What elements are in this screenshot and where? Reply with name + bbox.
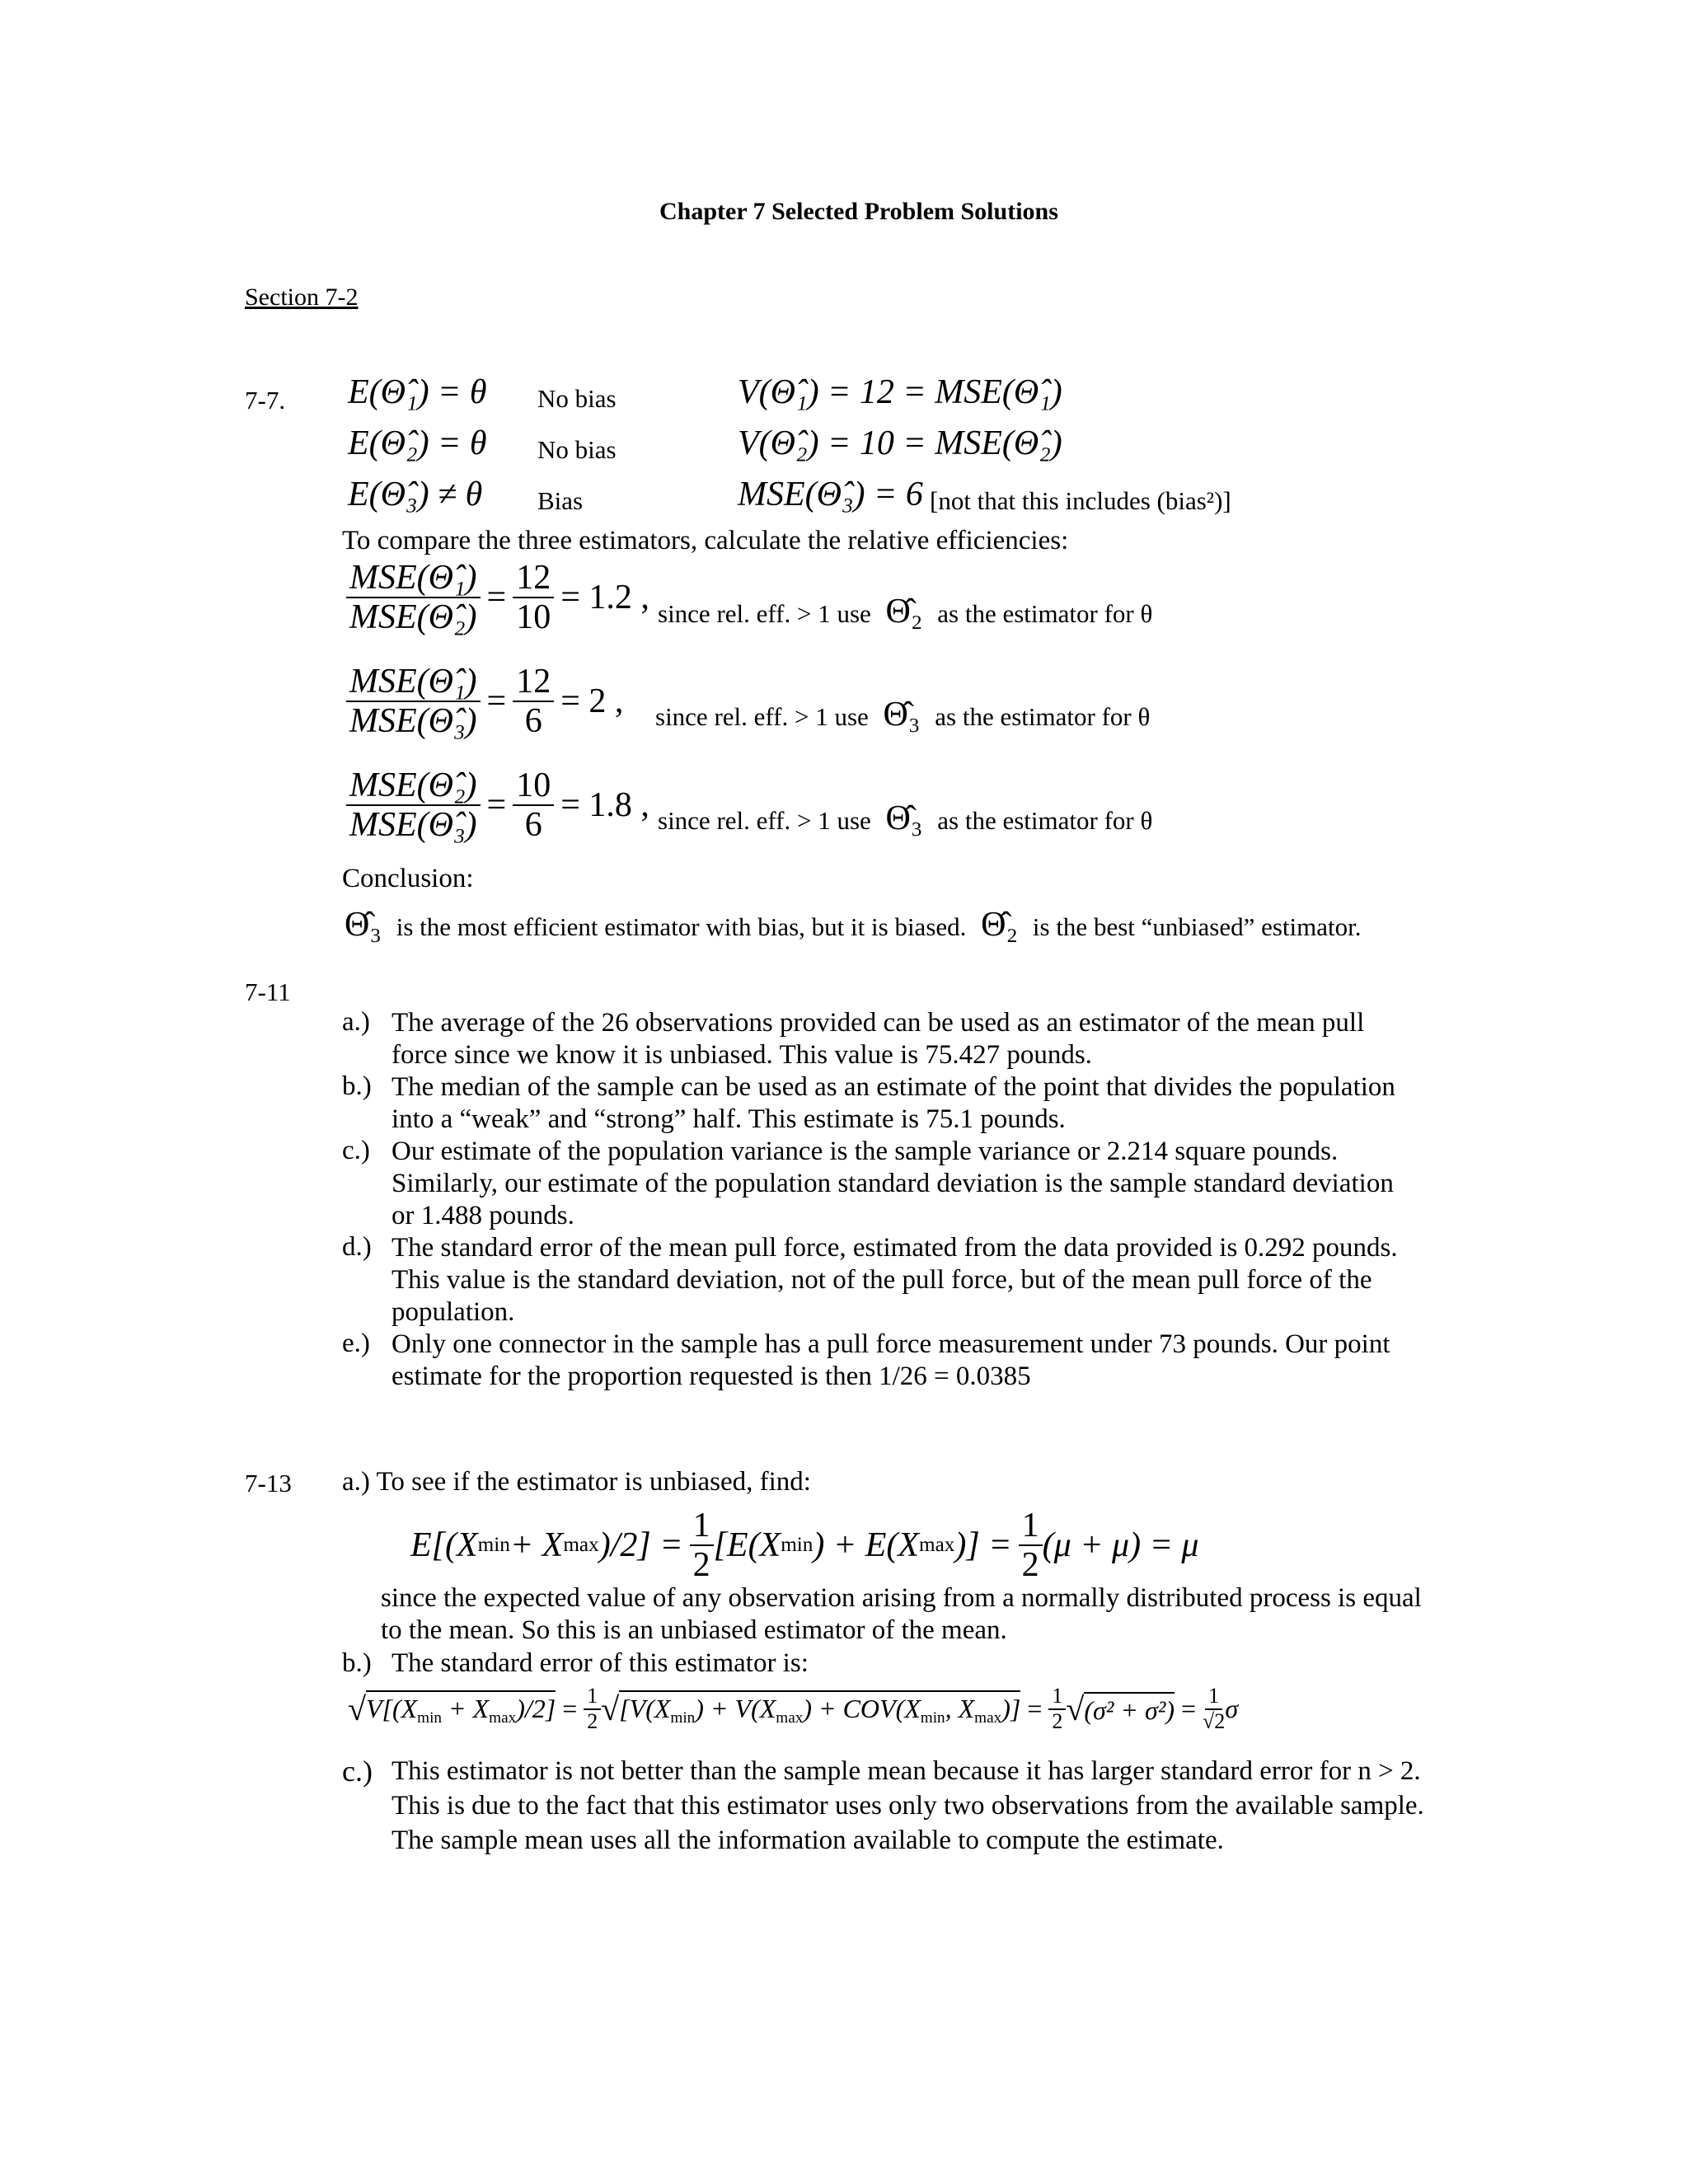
list-item-c [342, 1136, 1414, 1232]
eq1-half-den: 2 [692, 1546, 710, 1585]
standard-error-equation [348, 1685, 1238, 1733]
list-item-b [342, 1071, 1414, 1136]
eq2-root-num: 1 [1205, 1685, 1222, 1710]
eq2-min: min [417, 1709, 443, 1727]
conclusion-line [345, 905, 1362, 944]
eq1-min-sub: min [477, 1534, 510, 1557]
eq2-half-1 [584, 1685, 601, 1733]
radicand-1 [366, 1690, 556, 1727]
list-item-label: e.) [342, 1329, 370, 1358]
eq1-mid2: ) + E(X [813, 1526, 920, 1565]
conclusion-estimator-2: Θ̂₂ [981, 906, 1019, 944]
eq2-half2-den: 2 [1052, 1708, 1063, 1733]
ratio-3-values [513, 766, 554, 844]
eq1-mid: [E(X [713, 1526, 781, 1565]
eq1-end: )/2] = [598, 1526, 683, 1565]
ratio-1-result: = 1.2 , [560, 579, 649, 617]
ratio-2-text [655, 695, 1150, 734]
eq1-max-sub: max [563, 1534, 599, 1557]
eq2-e-max: max [776, 1709, 804, 1727]
eq1-half [690, 1507, 714, 1584]
eq1-lhs: E[(X [410, 1526, 478, 1565]
ratio-2-result: = 2 , [560, 682, 624, 721]
unbiased-equation [410, 1507, 1199, 1584]
ratio-3-estimator: Θ̂₃ [885, 799, 923, 837]
part-b-text: The standard error of this estimator is: [392, 1648, 809, 1678]
eq2-half-2 [1048, 1685, 1066, 1733]
answer-list-7-11 [342, 1007, 1414, 1393]
eq2-b: + X [442, 1694, 490, 1724]
ratio-1-denominator: MSE(Θ̂₂) [349, 598, 477, 637]
part-c-text: This estimator is not better than the sample mean because it has larger standard error for n > 2. This is due to the fact that this estimator uses only two observations from the available sample. The sample mean uses all the information available to compute the estimate. [392, 1756, 1424, 1855]
list-item-text: The median of the sample can be used as an estimate of the point that divides the population into a “weak” and “strong” half. This estimate is 75.1 pounds. [392, 1072, 1395, 1134]
problem-number-7-7: 7-7. [245, 386, 286, 415]
eq1-mid-max: max [919, 1534, 955, 1557]
ratio-2-denominator: MSE(Θ̂₃) [349, 702, 477, 741]
ratio-1-text [658, 592, 1152, 631]
ratio-1-equals: = [486, 579, 507, 617]
ratio-1-values [513, 559, 554, 636]
eq2-d: [V(X [619, 1694, 671, 1724]
eq2-sigma: σ [1225, 1694, 1239, 1724]
radical-sign-3: √ [1066, 1690, 1085, 1728]
ratio-3-numerator: MSE(Θ̂₂) [346, 766, 481, 806]
eq2-half1-den: 2 [587, 1708, 598, 1733]
ratio-3-text [658, 799, 1152, 838]
problem-number-7-11: 7-11 [245, 977, 291, 1006]
list-item-label: c.) [342, 1136, 370, 1165]
ratio-1-numerator: MSE(Θ̂₁) [346, 559, 481, 598]
ratio-1-since: since rel. eff. > 1 use [658, 599, 871, 628]
expectation-eq-3: E(Θ̂₃) ≠ θ [348, 476, 483, 513]
ratio-3-after: as the estimator for θ [937, 806, 1153, 835]
bias-tag-1: No bias [537, 384, 617, 413]
eq2-equals-1: = [562, 1694, 578, 1724]
ratio-1-value-den: 10 [516, 598, 551, 637]
list-item-label: b.) [342, 1071, 372, 1101]
ratio-1-value-num: 12 [513, 559, 554, 598]
ratio-3-fraction [346, 766, 481, 844]
eq2-g: , X [945, 1694, 975, 1724]
problem-number-7-13: 7-13 [245, 1469, 292, 1497]
ratio-3-since: since rel. eff. > 1 use [658, 806, 871, 835]
part-c-label: c.) [342, 1755, 373, 1788]
eq1-half2-num: 1 [1019, 1507, 1043, 1546]
radicand-3: (σ² + σ²) [1084, 1692, 1175, 1726]
ratio-3 [346, 766, 649, 844]
bias-note: [not that this includes (bias²)] [930, 486, 1231, 515]
mse-eq-3: MSE(Θ̂₃) = 6 [738, 476, 923, 513]
list-item-d [342, 1232, 1414, 1329]
eq2-equals-2: = [1027, 1694, 1043, 1724]
ratio-1-fraction [346, 559, 481, 636]
ratio-3-value-num: 10 [513, 766, 554, 806]
eq2-root-two-fraction [1203, 1685, 1225, 1733]
ratio-1-estimator: Θ̂₂ [885, 593, 923, 630]
eq2-root-den: √2 [1203, 1708, 1226, 1733]
ratio-3-value-den: 6 [524, 806, 542, 845]
list-item-e [342, 1329, 1414, 1393]
bias-tag-3: Bias [537, 486, 584, 515]
eq1-mid-min: min [781, 1534, 814, 1557]
section-heading: Section 7-2 [245, 284, 359, 311]
ratio-2-since: since rel. eff. > 1 use [655, 702, 869, 731]
ratio-3-equals: = [486, 786, 507, 825]
eq1-half-2 [1019, 1507, 1043, 1584]
list-item-text: The average of the 26 observations provided can be used as an estimator of the mean pull force since we know it is unbiased. This value is 75.427 pounds. [392, 1008, 1365, 1070]
eq2-half1-num: 1 [584, 1685, 601, 1710]
eq1-mid3: )] = [954, 1526, 1012, 1565]
eq2-c: )/2] [516, 1694, 556, 1724]
variance-eq-1: V(Θ̂₁) = 12 = MSE(Θ̂₁) [738, 373, 1062, 411]
ratio-2-value-num: 12 [513, 663, 554, 702]
list-item-label: a.) [342, 1007, 370, 1037]
ratio-1-after: as the estimator for θ [937, 599, 1153, 628]
expectation-eq-2: E(Θ̂₂) = θ [348, 424, 487, 462]
page-title: Chapter 7 Selected Problem Solutions [659, 198, 1058, 225]
part-a-label: a.) To see if the estimator is unbiased, find: [342, 1467, 811, 1497]
eq2-max: max [489, 1709, 517, 1727]
conclusion-text-2: is the best “unbiased” estimator. [1032, 912, 1362, 941]
eq2-half2-num: 1 [1048, 1685, 1066, 1710]
eq1-half2-den: 2 [1021, 1546, 1039, 1585]
ratio-2-fraction [346, 663, 481, 740]
ratio-2-estimator: Θ̂₃ [883, 696, 921, 733]
ratio-2-values [513, 663, 554, 740]
eq2-e: ) + V(X [695, 1694, 776, 1724]
ratio-2-numerator: MSE(Θ̂₁) [346, 663, 481, 702]
eq2-f: ) + COV(X [803, 1694, 921, 1724]
ratio-3-result: = 1.8 , [560, 786, 649, 825]
part-c-row [342, 1754, 1430, 1858]
radical-sign-2: √ [601, 1690, 620, 1728]
eq2-g-max: max [974, 1709, 1002, 1727]
ratio-3-denominator: MSE(Θ̂₃) [349, 806, 477, 845]
eq2-f-min: min [920, 1709, 945, 1727]
conclusion-label: Conclusion: [342, 864, 474, 893]
variance-eq-2: V(Θ̂₂) = 10 = MSE(Θ̂₂) [738, 424, 1062, 462]
ratio-2-equals: = [486, 682, 507, 721]
eq1-tail: (μ + μ) = μ [1042, 1526, 1199, 1565]
list-item-text: Only one connector in the sample has a pull force measurement under 73 pounds. Our point estimate for the proportion requested is then 1/26 = 0.0385 [392, 1329, 1390, 1391]
eq2-d-min: min [670, 1709, 696, 1727]
conclusion-estimator-3: Θ̂₃ [345, 906, 382, 944]
ratio-2-value-den: 6 [524, 702, 542, 741]
bias-tag-2: No bias [537, 435, 617, 464]
list-item-a [342, 1007, 1414, 1071]
part-a-text: since the expected value of any observation arising from a normally distributed process is equal to the mean. So this is an unbiased estimator of the mean. [381, 1583, 1422, 1645]
radicand-2 [619, 1690, 1020, 1727]
part-b-label: b.) [342, 1648, 372, 1678]
list-item-label: d.) [342, 1232, 372, 1262]
list-item-text: Our estimate of the population variance is the sample variance or 2.214 square pounds. Similarly, our estimate of the population standard deviation is the sample standard deviation or 1.488 pounds. [392, 1137, 1394, 1230]
ratio-2-after: as the estimator for θ [935, 702, 1151, 731]
eq2-a: V[(X [365, 1694, 418, 1724]
part-c [342, 1754, 1430, 1858]
radical-sign-1: √ [348, 1690, 366, 1728]
part-b [342, 1648, 809, 1679]
eq2-equals-3: = [1180, 1694, 1197, 1724]
list-item-text: The standard error of the mean pull force, estimated from the data provided is 0.292 pounds. This value is the standard deviation, not of the pull force, but of the mean pull force of the population. [392, 1233, 1398, 1327]
compare-text: To compare the three estimators, calculate the relative efficiencies: [342, 526, 1069, 555]
ratio-1 [346, 559, 649, 636]
eq2-h: )] [1001, 1694, 1021, 1724]
eq1-half-num: 1 [690, 1507, 714, 1546]
conclusion-text-1: is the most efficient estimator with bias, but it is biased. [396, 912, 967, 941]
eq1-plus: + X [509, 1526, 564, 1565]
ratio-2 [346, 663, 623, 740]
expectation-eq-1: E(Θ̂₁) = θ [348, 373, 487, 411]
